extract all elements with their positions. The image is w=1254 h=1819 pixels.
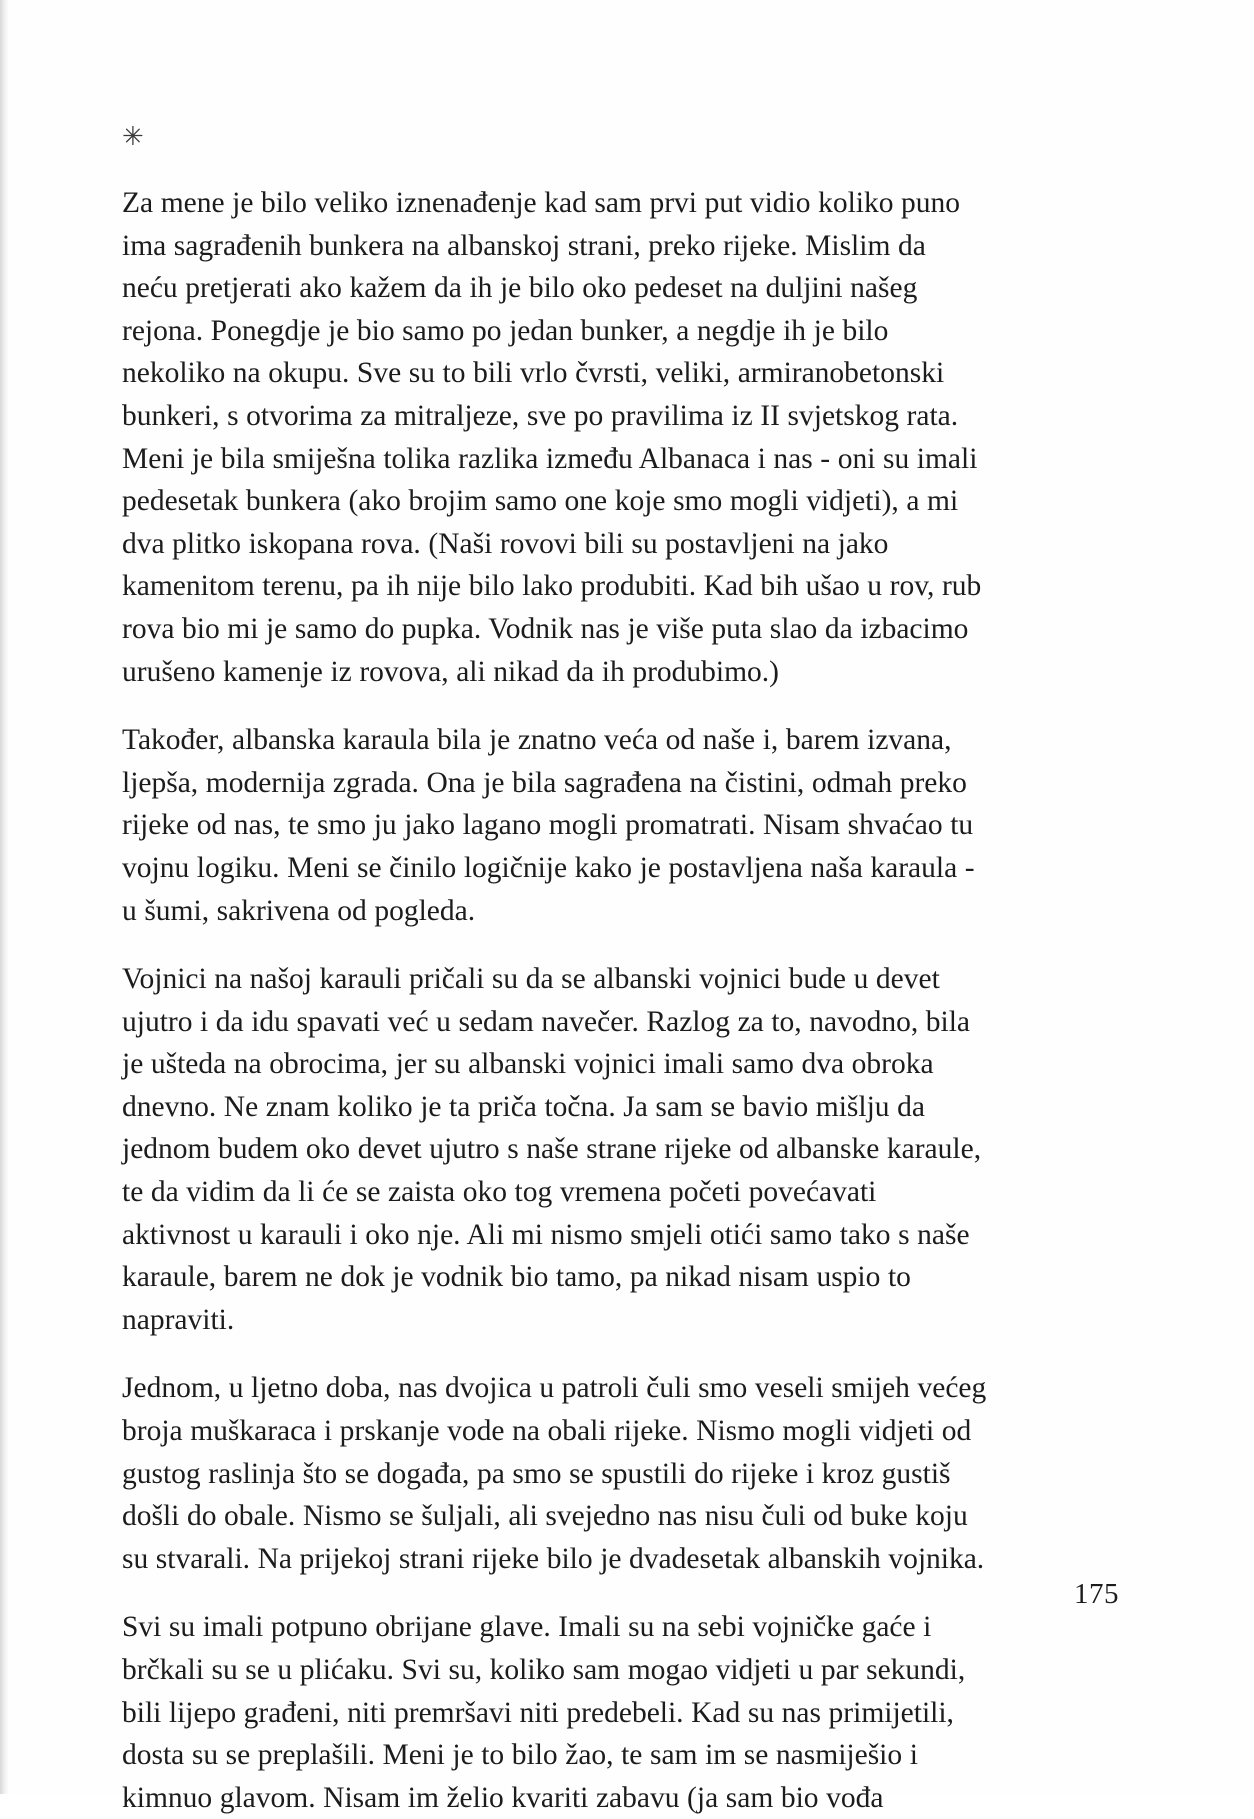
asterisk-ornament-icon: ✳ <box>122 122 144 151</box>
paragraph-5: Svi su imali potpuno obrijane glave. Imali su na sebi vojničke gaće i brčkali su se u plićaku. Svi su, koliko sam mogao vidjeti u par sekundi, bili lijepo građeni, niti premršavi niti predebeli. Kad su nas primijetili, dosta su se preplašili. Meni je to bilo žao, te sam im se nasmiješio i kimnuo glavom. Nisam im želio kvariti zabavu (ja sam bio vođa <box>122 1611 966 1814</box>
body-text-block <box>122 182 988 1819</box>
scan-edge-shadow <box>0 0 9 1794</box>
paragraph-1: Za mene je bilo veliko iznenađenje kad sam prvi put vidio koliko puno ima sagrađenih bunkera na albanskoj strani, preko rijeke. Mislim da neću pretjerati ako kažem da ih je bilo oko pedeset na duljini našeg rejona. Ponegdje je bio samo po jedan bunker, a negdje ih je bilo nekoliko na okupu. Sve su to bili vrlo čvrsti, veliki, armiranobetonski bunkeri, s otvorima za mitraljeze, sve po pravilima iz II svjetskog rata. Meni je bila smiješna tolika razlika između Albanaca i nas - oni su imali pedesetak bunkera (ako brojim samo one koje smo mogli vidjeti), a mi dva plitko iskopana rova. (Naši rovovi bili su postavljeni na jako kamenitom terenu, pa ih nije bilo lako produbiti. Kad bih ušao u rov, rub rova bio mi je samo do pupka. Vodnik nas je više puta slao da izbacimo urušeno kamenje iz rovova, ali nikad da ih produbimo.) <box>122 187 982 688</box>
page-number: 175 <box>1074 1578 1119 1610</box>
paragraph-4: Jednom, u ljetno doba, nas dvojica u patroli čuli smo veseli smijeh većeg broja muškaraca i prskanje vode na obali rijeke. Nismo mogli vidjeti od gustog raslinja što se događa, pa smo se spustili do rijeke i kroz gustiš došli do obale. Nismo se šuljali, ali svejedno nas nisu čuli od buke koju su stvarali. Na prijekoj strani rijeke bilo je dvadesetak albanskih vojnika. <box>122 1372 987 1575</box>
paragraph-3: Vojnici na našoj karauli pričali su da se albanski vojnici bude u devet ujutro i da idu spavati već u sedam navečer. Razlog za to, navodno, bila je ušteda na obrocima, jer su albanski vojnici imali samo dva obroka dnevno. Ne znam koliko je ta priča točna. Ja sam se bavio mišlju da jednom budem oko devet ujutro s naše strane rijeke od albanske karaule, te da vidim da li će se zaista oko tog vremena početi povećavati aktivnost u karauli i oko nje. Ali mi nismo smjeli otići samo tako s naše karaule, barem ne dok je vodnik bio tamo, pa nikad nisam uspio to napraviti. <box>122 963 982 1336</box>
paragraph-2: Također, albanska karaula bila je znatno veća od naše i, barem izvana, ljepša, modernija zgrada. Ona je bila sagrađena na čistini, odmah preko rijeke od nas, te smo ju jako lagano mogli promatrati. Nisam shvaćao tu vojnu logiku. Meni se činilo logičnije kako je postavljena naša karaula - u šumi, sakrivena od pogleda. <box>122 724 975 927</box>
